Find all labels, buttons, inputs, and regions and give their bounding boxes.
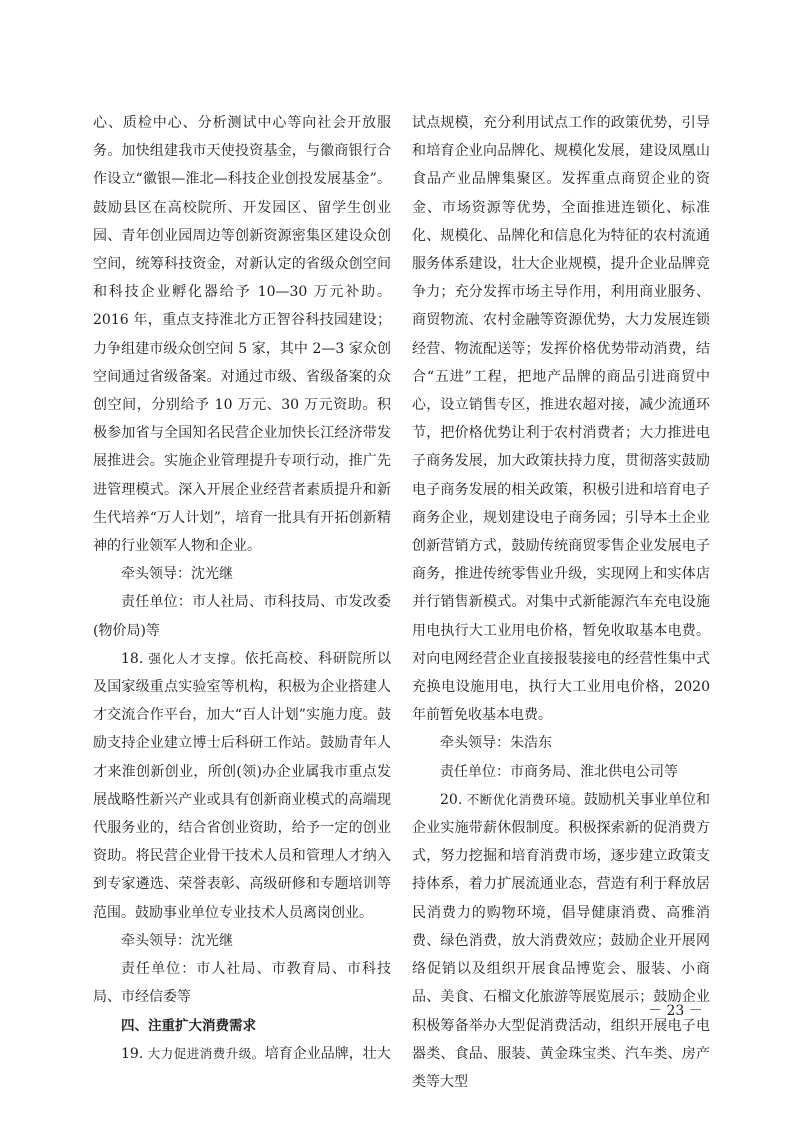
item-18	[93, 645, 391, 927]
item-19-title: 大力促进消费升级。	[147, 1045, 265, 1061]
left-column	[93, 109, 391, 1068]
item-19-body: 培育企业品牌，壮大	[264, 1045, 391, 1062]
responsible-units-1: 责任单位：市人社局、市科技局、市发改委(物价局)等	[93, 594, 391, 639]
item-18-body: 依托高校、科研院所以及国家级重点实验室等机构，积极为企业搭建人才交流合作平台，加大“百人计划”实施力度。鼓励支持企业建立博士后科研工作站。鼓励青年人才来淮创新创业，所创(领)办企业属我市重点发展战略性新兴产业或具有创新商业模式的高端现代服务业的，结合省创业资助，给予一定的创业资助。将民营企业骨干技术人员和管理人才纳入到专家遴选、荣誉表彰、高级研修和专题培训等范围。鼓励事业单位专业技术人员离岗创业。	[93, 650, 391, 921]
paragraph-consumption: 试点规模，充分利用试点工作的政策优势，引导和培育企业向品牌化、规模化发展，建设凤凰山食品产业品牌集聚区。发挥重点商贸企业的资金、市场资源等优势，全面推进连锁化、标准化、规模化、品牌化和信息化为特征的农村流通服务体系建设，壮大企业规模，提升企业品牌竞争力；充分发挥市场主导作用，利用商业服务、商贸物流、农村金融等资源优势，大力发展连锁经营、物流配送等；发挥价格优势带动消费，结合“五进”工程，把地产品牌的商品引进商贸中心，设立销售专区，推进农超对接，减少流通环节，把价格优势让利于农村消费者；大力推进电子商务发展，加大政策扶持力度，贯彻落实鼓励电子商务发展的相关政策，积极引进和培育电子商务企业，规划建设电子商务园；引导本土企业创新营销方式，鼓励传统商贸零售企业发展电子商务，推进传统零售业升级，实现网上和实体店并行销售新模式。对集中式新能源汽车充电设施用电执行大工业用电价格，暂免收取基本电费。对向电网经营企业直接报装接电的经营性集中式充换电设施用电，执行大工业用电价格，2020 年前暂免收基本电费。	[412, 115, 710, 724]
item-20-number: 20.	[440, 791, 467, 808]
right-column	[412, 109, 710, 1096]
item-18-number: 18.	[121, 650, 149, 667]
paragraph-innovation: 心、质检中心、分析测试中心等向社会开放服务。加快组建我市天使投资基金，与徽商银行合作设立“徽银—淮北—科技企业创投发展基金”。鼓励县区在高校院所、开发园区、留学生创业园、青年创业园周边等创新资源密集区建设众创空间，统筹科技资金，对新认定的省级众创空间和科技企业孵化器给予 10—30 万元补助。2016 年，重点支持淮北方正智谷科技园建设；力争组建市级众创空间 5 家，其中 2—3 家众创空间通过省级备案。对通过市级、省级备案的众创空间，分别给予 10 万元、30 万元资助。积极参加省与全国知名民营企业加快长江经济带发展推进会。实施企业管理提升专项行动，推广先进管理模式。深入开展企业经营者素质提升和新生代培养“万人计划”，培育一批具有开拓创新精神的行业领军人物和企业。	[93, 115, 391, 555]
item-19-number: 19.	[121, 1045, 148, 1062]
responsible-units-3: 责任单位：市商务局、淮北供电公司等	[440, 763, 678, 780]
item-19	[93, 1040, 391, 1068]
section-heading-4: 四、注重扩大消费需求	[121, 1017, 256, 1034]
lead-leader-2: 牵头领导：沈光继	[121, 932, 233, 949]
item-20	[412, 786, 710, 1096]
lead-leader-1: 牵头领导：沈光继	[121, 566, 233, 583]
responsible-units-2: 责任单位：市人社局、市教育局、市科技局、市经信委等	[93, 961, 391, 1006]
lead-leader-3: 牵头领导：朱浩东	[440, 735, 552, 752]
page-number: － 23 －	[648, 1003, 703, 1019]
item-20-title: 不断优化消费环境。	[466, 791, 584, 807]
item-20-body: 鼓励机关事业单位和企业实施带薪休假制度。积极探索新的促消费方式，努力挖掘和培育消费市场，逐步建立政策支持体系，着力扩展流通业态，营造有利于释放居民消费力的购物环境，倡导健康消费、高雅消费、绿色消费，放大消费效应；鼓励企业开展网络促销以及组织开展食品博览会、服装、小商品、美食、石榴文化旅游等展览展示；鼓励企业积极筹备举办大型促消费活动，组织开展电子电器类、食品、服装、黄金珠宝类、汽车类、房产类等大型	[412, 791, 710, 1090]
item-18-title: 强化人才支撑。	[148, 650, 245, 666]
